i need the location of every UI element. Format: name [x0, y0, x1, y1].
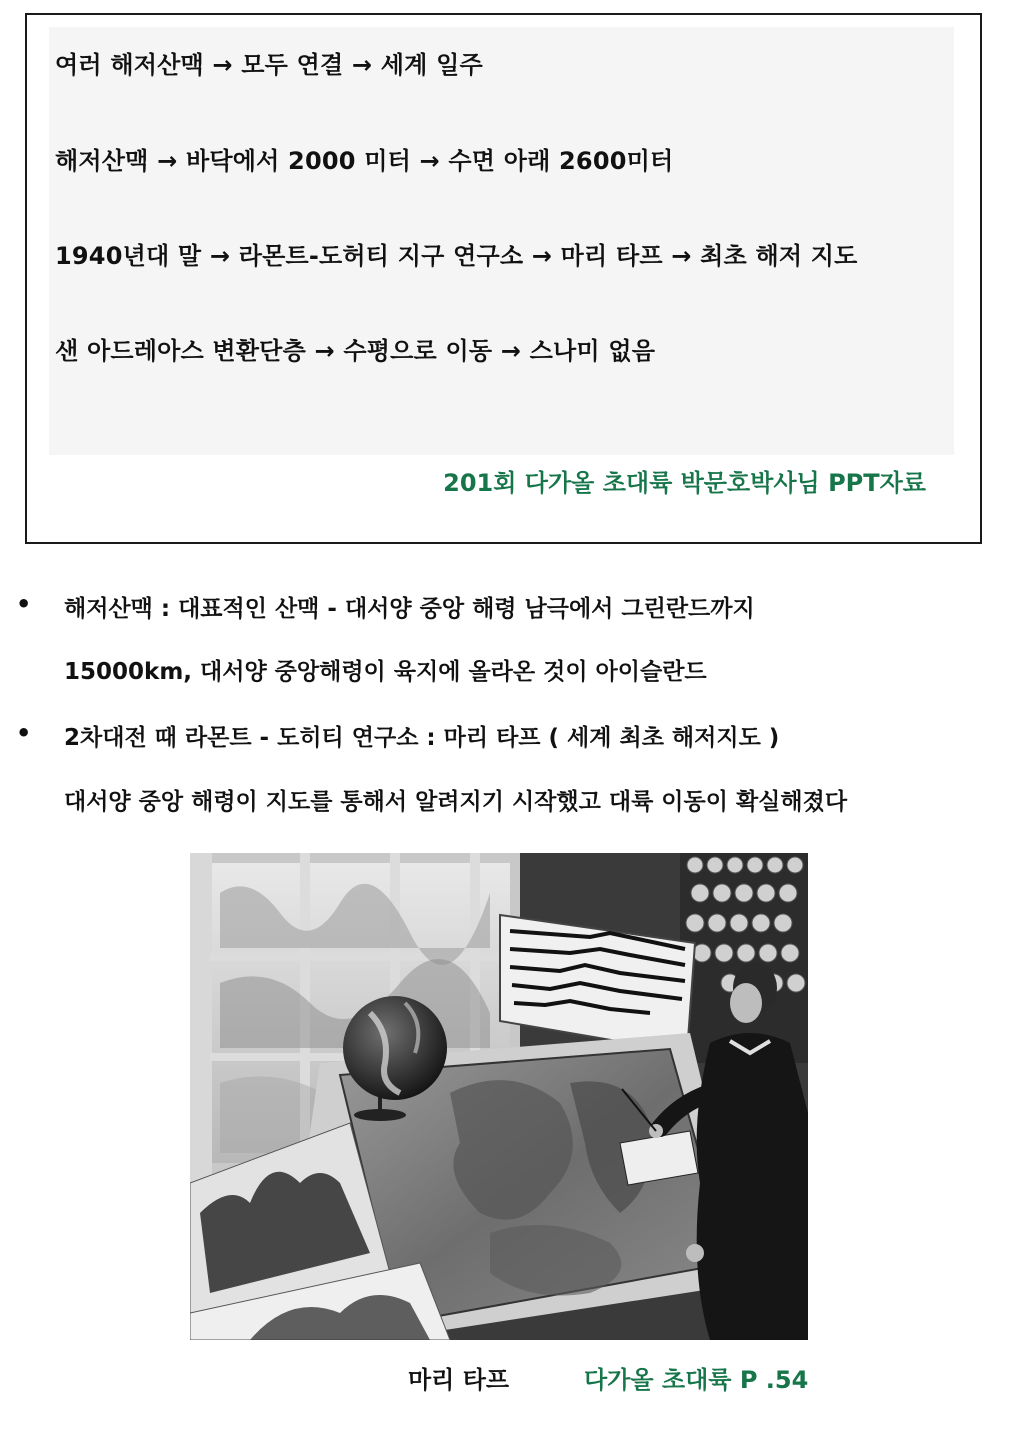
slide-credit: 201회 다가올 초대륙 박문호박사님 PPT자료: [443, 469, 926, 497]
bullet-2-line-2: 대서양 중앙 해령이 지도를 통해서 알려지기 시작했고 대륙 이동이 확실해졌다: [64, 789, 848, 815]
slide-line-1: 여러 해저산맥 → 모두 연결 → 세계 일주: [55, 51, 483, 79]
photo-caption-source: 다가올 초대륙 P .54: [584, 1366, 809, 1394]
slide-line-3: 1940년대 말 → 라몬트-도허티 지구 연구소 → 마리 타프 → 최초 해저 지도: [55, 242, 858, 270]
bullet-2-line-1: 2차대전 때 라몬트 - 도히티 연구소 : 마리 타프 ( 세계 최초 해저지도 ): [64, 725, 780, 751]
bullet-1-line-1: 해저산맥 : 대표적인 산맥 - 대서양 중앙 해령 남극에서 그린란드까지: [64, 596, 755, 622]
marie-tharp-photo: [190, 853, 808, 1340]
bullet-marker-1: •: [16, 590, 32, 618]
slide-box: [25, 13, 982, 544]
bullet-marker-2: •: [16, 719, 32, 747]
bullet-1-line-2: 15000km, 대서양 중앙해령이 육지에 올라온 것이 아이슬란드: [64, 659, 707, 685]
slide-line-2: 해저산맥 → 바닥에서 2000 미터 → 수면 아래 2600미터: [55, 147, 674, 175]
photo-caption-name: 마리 타프: [408, 1366, 510, 1394]
slide-line-4: 샌 아드레아스 변환단층 → 수평으로 이동 → 스나미 없음: [55, 337, 656, 365]
